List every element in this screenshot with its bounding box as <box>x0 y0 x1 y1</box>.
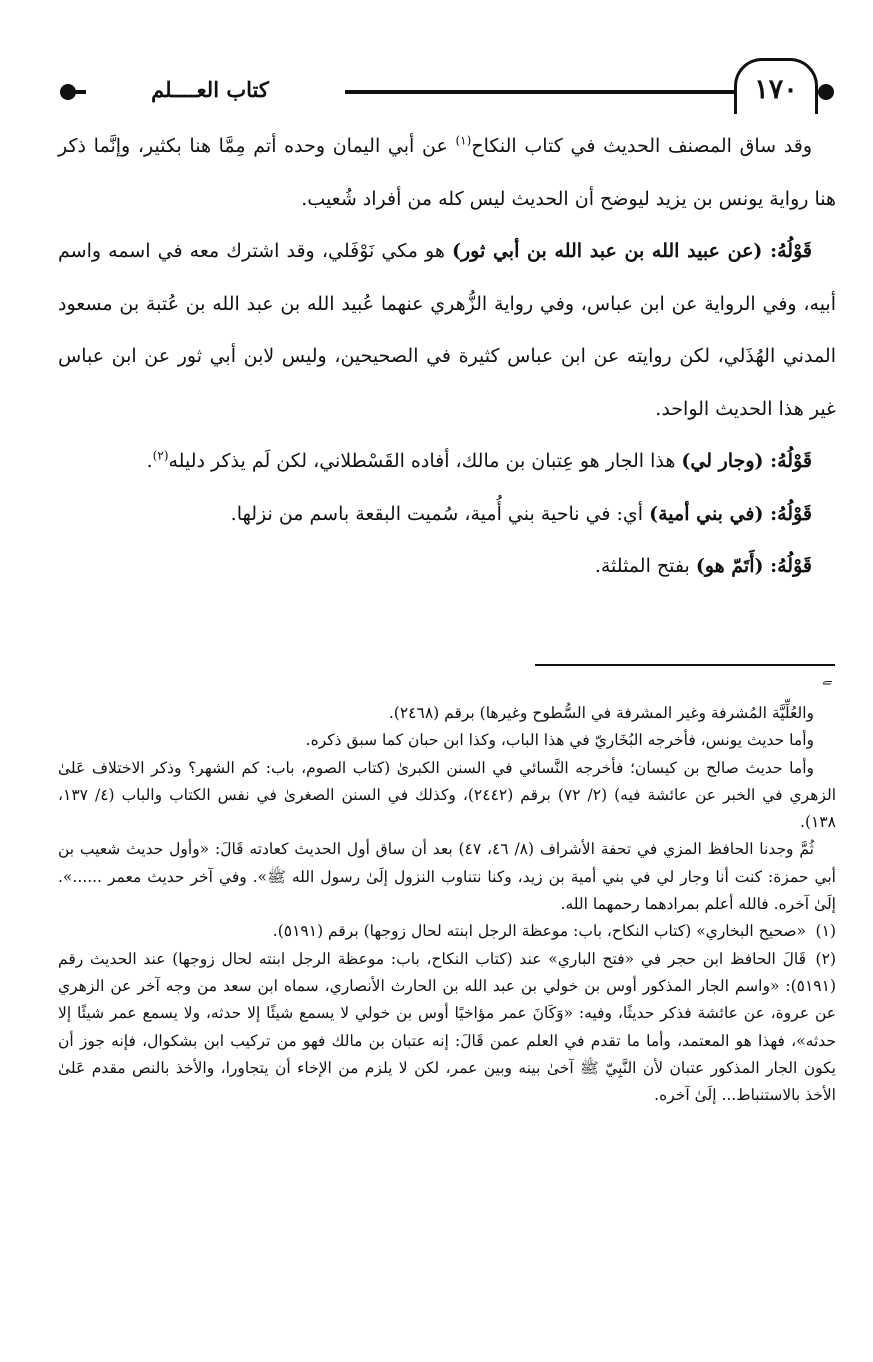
paragraph-4-keyword: قَوْلُهُ: (في بني أمية) <box>649 502 812 525</box>
footnote-continuation-line: ثُمَّ وجدنا الحافظ المزي في تحفة الأشراف (٨/ ٤٦، ٤٧) بعد أن ساق أول الحديث كعادته قَالَ: «وأول حديث شعيب بن أبي حمزة: كنت أنا وجار لي في بني أمية بن زيد، وكنا نتناوب النزول إلَىٰ رسول الله ﷺ». وفي آخر حديث معمر ......». إلَىٰ آخره. فالله أعلم بمرادهما رحمهما الله. <box>58 840 836 914</box>
continuation-marker: ﮯ <box>822 670 832 686</box>
paragraph-2-text: هو مكي نَوْفَلي، وقد اشترك معه في اسمه واسم أبيه، وفي الرواية عن ابن عباس، وفي رواية الزُّهري عنهما عُبيد الله بن عبد الله بن عُتبة بن مسعود المدني الهُذَلي، لكن روايته عن ابن عباس كثيرة في الصحيحين، وليس لابن أبي ثور عن ابن عباس غير هذا الحديث الواحد. <box>58 240 836 420</box>
footnote-2-text: قَالَ الحافظ ابن حجر في «فتح الباري» عند (كتاب النكاح، باب: موعظة الرجل ابنته لحال زوجها) عند الحديث رقم (٥١٩١): «واسم الجار المذكور أوس بن خولي بن عبد الله بن الحارث الأنصاري، سماه ابن سعد من وجه آخر عن الزهري عن عروة، عن عائشة فذكر حديثًا، وفيه: «وَكَانَ عمر مؤاخيًا أوس بن خولي لا يسمع شيئًا إلا حدثه، ولا يسمع عمر شيئًا إلا حدثه»، فهذا هو المعتمد، وأما ما تقدم في العلم عمن قَالَ: إنه عتبان بن مالك فهو من تركيب ابن بشكوال، فإنه جوز أن يكون الجار المذكور عتبان لأن النَّبِيّ ﷺ آخىٰ بينه وبين عمر، لكن لا يلزم من الإخاء أن يتجاورا، والأخذ بالنص مقدم عَلىٰ الأخذ بالاستنباط... إلَىٰ آخره. <box>58 949 836 1105</box>
book-title: كتاب العــــلم <box>151 77 269 102</box>
footnote-2-number: (٢) <box>815 949 836 968</box>
footnote-1 <box>58 918 836 945</box>
paragraph-2-keyword: قَوْلُهُ: (عن عبيد الله بن عبد الله بن أبي ثور) <box>452 240 812 262</box>
paragraph-3-text: هذا الجار هو عِتبان بن مالك، أفاده القَسْطلاني، لكن لَم يذكر دليله <box>168 450 682 472</box>
footnotes <box>58 700 836 1109</box>
paragraph-1-text-b: عن أبي اليمان وحده أتم مِمَّا هنا بكثير، وإنَّما ذكر هنا رواية يونس بن يزيد ليوضح أن الحديث ليس كله من أفراد شُعيب. <box>58 135 836 210</box>
header-left-dash <box>72 90 86 94</box>
footnote-separator <box>535 664 835 666</box>
page-header <box>0 0 873 125</box>
footnote-2 <box>58 946 836 1110</box>
main-text <box>58 120 836 593</box>
footnote-1-text: «صحيح البخاري» (كتاب النكاح، باب: موعظة الرجل ابنته لحال زوجها) برقم (٥١٩١). <box>272 922 806 941</box>
header-right-dot <box>818 84 834 100</box>
footnote-ref-2: (٢) <box>152 448 169 463</box>
page-number: ١٧٠ <box>754 74 798 105</box>
header-rule <box>345 90 735 94</box>
paragraph-4-text: أي: في ناحية بني أُمية، سُميت البقعة باسم من نزلها. <box>230 502 650 525</box>
paragraph-5 <box>58 540 836 593</box>
paragraph-5-text: بفتح المثلثة. <box>594 555 696 577</box>
footnote-continuation-line: وأما حديث صالح بن كيسان؛ فأخرجه النَّسائي في السنن الكبرىٰ (كتاب الصوم، باب: كم الشهر؟ وذكر الاختلاف عَلىٰ الزهري في الخبر عن عائشة فيه) (٢/ ٧٢) برقم (٢٤٤٢)، وكذلك في السنن الصغرىٰ في نفس الكتاب والباب (٤/ ١٣٧، ١٣٨). <box>58 758 836 832</box>
paragraph-5-keyword: قَوْلُهُ: (أَتَمّ هو) <box>695 555 812 577</box>
footnote-1-number: (١) <box>815 922 836 941</box>
paragraph-2 <box>58 225 836 435</box>
paragraph-1 <box>58 120 836 225</box>
footnote-continuation-line: والعُلِّيَّة المُشرفة وغير المشرفة في السُّطوح وغيرها) برقم (٢٤٦٨). <box>388 704 814 722</box>
paragraph-1-text-a: وقد ساق المصنف الحديث في كتاب النكاح <box>471 135 812 157</box>
paragraph-3-end: . <box>146 450 153 472</box>
footnote-ref-1: (١) <box>455 133 472 148</box>
paragraph-3 <box>58 435 836 488</box>
paragraph-4 <box>58 488 836 541</box>
footnote-continuation-line: وأما حديث يونس، فأخرجه البُخَاريّ في هذا الباب، وكذا ابن حبان كما سبق ذكره. <box>305 731 814 750</box>
paragraph-3-keyword: قَوْلُهُ: (وجار لي) <box>681 450 812 472</box>
